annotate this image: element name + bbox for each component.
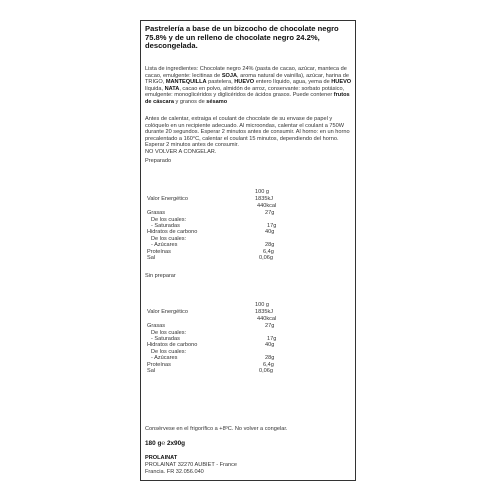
- nutrient-value: 6,4g: [263, 249, 274, 255]
- nutrient-label: Proteínas: [147, 249, 171, 255]
- nutrient-label: De los cuales:: [151, 236, 187, 242]
- nutrient-label: De los cuales:: [151, 349, 187, 355]
- nutrient-label: Sal: [147, 368, 156, 374]
- nutrition-heading: Preparado: [145, 158, 172, 164]
- nutrient-label: Grasas: [147, 323, 166, 329]
- ingredient-text: entero líquido, agua, yema de: [254, 79, 332, 86]
- ingredient-text: pastelera,: [206, 79, 235, 86]
- allergen-text: HUEVO: [234, 79, 255, 86]
- nutrient-value: 27g: [265, 323, 275, 329]
- nutrient-value: 40g: [265, 342, 275, 348]
- allergen-text: sésamo: [206, 98, 228, 105]
- allergen-text: SOJA: [221, 72, 238, 79]
- nutrient-value: 0,06g: [259, 255, 273, 261]
- allergen-text: frutos de cáscara: [145, 92, 350, 105]
- nutrient-value: 28g: [265, 355, 275, 361]
- allergen-text: HUEVO: [331, 79, 352, 86]
- storage-instructions: Consérvese en el frigorífico a +8ºC. No volver a congelar.: [145, 426, 288, 432]
- nutrient-value: 27g: [265, 210, 275, 216]
- energy-kcal: 440kcal: [257, 203, 277, 209]
- nutrient-label: - Saturadas: [151, 223, 180, 229]
- nutrient-value: 6,4g: [263, 362, 274, 368]
- ingredient-text: líquida,: [145, 85, 165, 92]
- nutrient-value: 28g: [265, 242, 275, 248]
- company-address: PROLAINAT 32270 AUBIET - France: [145, 462, 238, 468]
- nutrient-label: - Azúcares: [151, 355, 178, 361]
- nutrient-label: De los cuales:: [151, 217, 187, 223]
- allergen-text: MANTEQUILLA: [165, 79, 207, 86]
- net-weight: 180 g℮ 2x90g: [145, 440, 186, 447]
- nutrient-label: - Azúcares: [151, 242, 178, 248]
- ingredient-text: Lista de ingredientes: Chocolate negro 24% (pasta de cacao, azúcar, manteca de cacao, emulgente: lecitinas de: [145, 66, 347, 79]
- allergen-text: NATA: [164, 85, 180, 92]
- company-name: PROLAINAT: [145, 455, 178, 461]
- ingredient-text: , aroma natural de vainilla), azúcar, harina de TRIGO,: [145, 72, 349, 86]
- heating-instructions: Antes de calentar, extraiga el coulant de chocolate de su envase de papel y colóquelo en un recipiente adecuado. Al microondas, calentar el coulant a 750W durante 20 segundos. Esperar 2 minutos antes de consumir. Al horno: en un horno precalentado a 160°C, calentar el coulant 15 minutos, dependiendo del horno. Esperar 2 minutos antes de consumir.: [145, 116, 350, 149]
- nutrient-label: Hidratos de carbono: [147, 342, 198, 348]
- energy-kj: 1835kJ: [255, 309, 274, 315]
- energy-label: Valor Energético: [147, 196, 188, 202]
- product-label: [140, 20, 356, 481]
- nutrient-value: 17g: [267, 223, 277, 229]
- energy-kj: 1835kJ: [255, 196, 274, 202]
- energy-label: Valor Energético: [147, 309, 188, 315]
- nutrient-label: De los cuales:: [151, 330, 187, 336]
- freeze-warning: NO VOLVER A CONGELAR.: [145, 149, 217, 155]
- nutrient-value: 40g: [265, 229, 275, 235]
- energy-kcal: 440kcal: [257, 316, 277, 322]
- ingredient-text: , cacao en polvo, almidón de arroz, conservante: sorbato potásico, emulgente: monoglicéridos y diglicéridos de ácidos grasos. Puede contener: [145, 85, 345, 99]
- company-country-code: [145, 469, 204, 476]
- per-100g-label: 100 g: [255, 189, 269, 195]
- nutrient-label: Proteínas: [147, 362, 171, 368]
- nutrient-label: Grasas: [147, 210, 166, 216]
- ingredients-list: [145, 66, 353, 106]
- nutrition-heading: Sin preparar: [145, 273, 176, 279]
- nutrient-value: 0,06g: [259, 368, 273, 374]
- nutrient-label: Sal: [147, 255, 156, 261]
- company-country: Francia.: [145, 469, 166, 475]
- product-title: Pastrelería a base de un bizcocho de chocolate negro 75.8% y de un relleno de chocolate negro 24.2%, descongelada.: [145, 24, 339, 51]
- nutrient-value: 17g: [267, 336, 277, 342]
- per-100g-label: 100 g: [255, 302, 269, 308]
- nutrient-label: Hidratos de carbono: [147, 229, 198, 235]
- nutrient-label: - Saturadas: [151, 336, 180, 342]
- company-code: FR 32.056.040: [166, 469, 204, 475]
- ingredient-text: y granos de: [173, 98, 207, 105]
